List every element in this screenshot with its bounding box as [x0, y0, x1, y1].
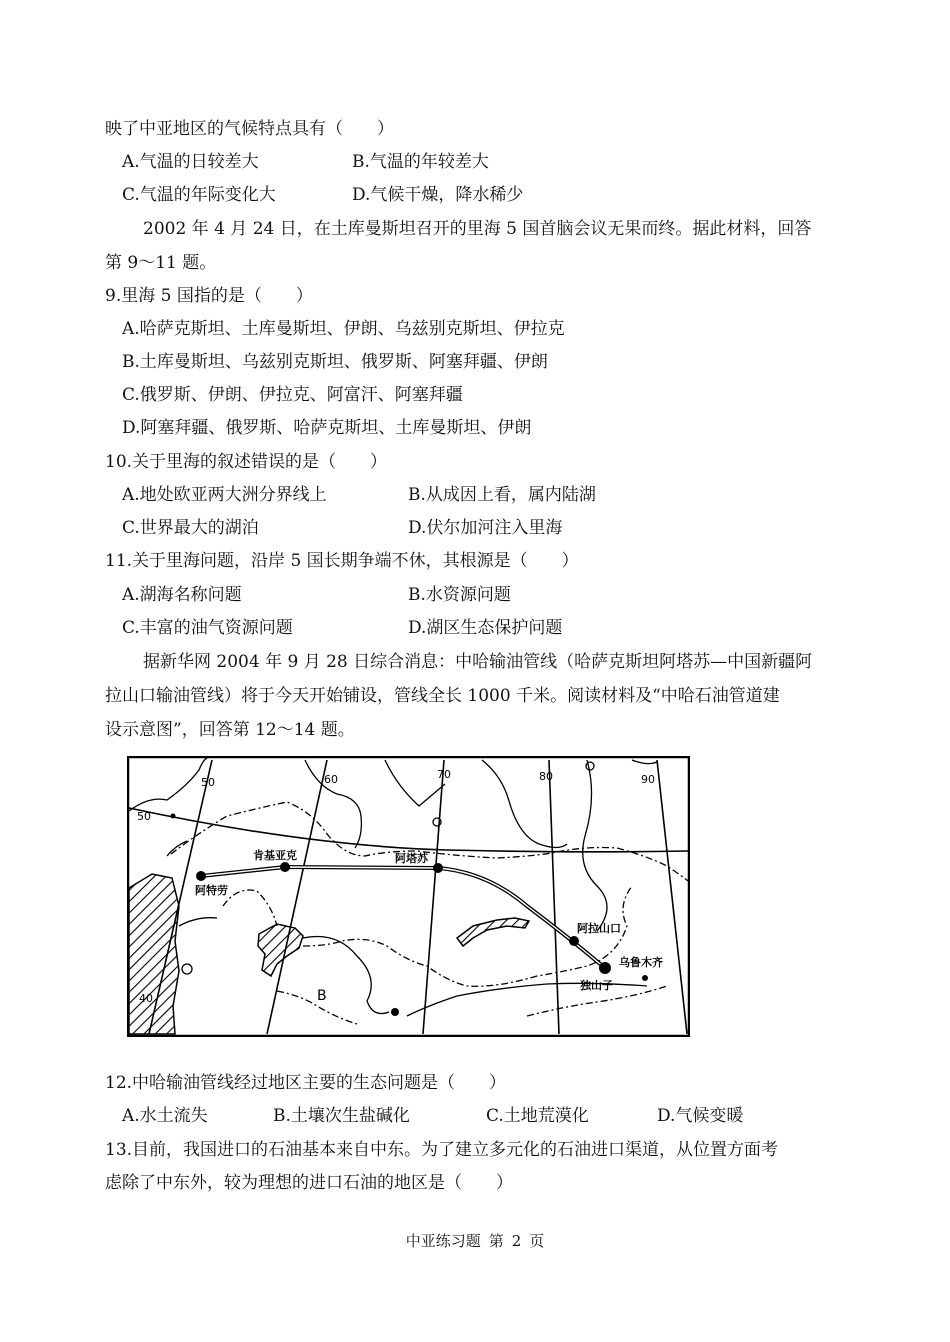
material-intro-cont: 第 9～11 题。 — [105, 253, 217, 273]
footer-page-label: 第 — [488, 1232, 504, 1250]
option-a: A.气温的日较差大 — [122, 152, 259, 172]
question-13-cont: 虑除了中东外，较为理想的进口石油的地区是（ ） — [105, 1173, 513, 1193]
question-13: 13.目前，我国进口的石油基本来自中东。为了建立多元化的石油进口渠道，从位置方面考 — [105, 1140, 779, 1160]
option-b: B.气温的年较差大 — [352, 152, 489, 172]
footer-title: 中亚练习题 — [405, 1232, 481, 1250]
city-south — [391, 1008, 399, 1016]
label-atasu: 阿塔苏 — [395, 852, 428, 865]
text-line: 映了中亚地区的气候特点具有（ ） — [105, 119, 394, 139]
footer-page-unit: 页 — [529, 1232, 545, 1250]
option-d: D.阿塞拜疆、俄罗斯、哈萨克斯坦、土库曼斯坦、伊朗 — [122, 418, 532, 438]
option-c: C.气温的年际变化大 — [122, 185, 276, 205]
lon-label-50: 50 — [201, 776, 215, 789]
option-c: C.土地荒漠化 — [486, 1106, 589, 1126]
city-urumqi — [642, 975, 648, 981]
material-intro: 2002 年 4 月 24 日，在土库曼斯坦召开的里海 5 国首脑会议无果而终。据此材料，回答 — [143, 219, 812, 239]
city-atasu — [433, 863, 443, 873]
option-d: D.气候干燥，降水稀少 — [352, 185, 524, 205]
option-c: C.世界最大的湖泊 — [122, 518, 259, 538]
question-11: 11.关于里海问题，沿岸 5 国长期争端不休，其根源是（ ） — [105, 551, 579, 571]
question-10: 10.关于里海的叙述错误的是（ ） — [105, 452, 388, 472]
option-a: A.哈萨克斯坦、土库曼斯坦、伊朗、乌兹别克斯坦、伊拉克 — [122, 319, 565, 339]
lon-label-70: 70 — [437, 768, 451, 781]
city-kenkiyak — [280, 862, 290, 872]
material-intro-cont: 设示意图”，回答第 12～14 题。 — [105, 720, 355, 740]
option-b: B.从成因上看，属内陆湖 — [408, 485, 596, 505]
city-dushanzi — [599, 962, 611, 974]
city-atyrau — [196, 871, 206, 881]
city-alashankou — [569, 936, 579, 946]
question-12: 12.中哈输油管线经过地区主要的生态问题是（ ） — [105, 1073, 507, 1093]
label-urumqi: 乌鲁木齐 — [619, 956, 663, 969]
material-intro-cont: 拉山口输油管线）将于今天开始铺设，管线全长 1000 千米。阅读材料及“中哈石油管道建 — [105, 686, 780, 706]
option-a: A.水土流失 — [122, 1106, 208, 1126]
material-intro: 据新华网 2004 年 9 月 28 日综合消息：中哈输油管线（哈萨克斯坦阿塔苏—中国新疆阿 — [143, 652, 813, 672]
option-d: D.气候变暖 — [657, 1106, 744, 1126]
label-atyrau: 阿特劳 — [195, 884, 228, 897]
label-kenkiyak: 肯基亚克 — [253, 849, 297, 862]
label-dushanzi: 独山子 — [580, 979, 613, 992]
option-d: D.伏尔加河注入里海 — [408, 518, 563, 538]
lon-label-90: 90 — [641, 773, 655, 786]
lat-label-50: 50 — [137, 810, 151, 823]
option-a: A.地处欧亚两大洲分界线上 — [122, 485, 327, 505]
option-c: C.丰富的油气资源问题 — [122, 618, 293, 638]
lat-label-40: 40 — [139, 992, 153, 1005]
pipeline-map — [127, 756, 690, 1037]
option-c: C.俄罗斯、伊朗、伊拉克、阿富汗、阿塞拜疆 — [122, 385, 463, 405]
footer-page-number: 2 — [511, 1232, 522, 1250]
label-region-b: B — [317, 988, 327, 1004]
label-alashankou: 阿拉山口 — [577, 922, 621, 935]
page-footer — [0, 1230, 950, 1252]
option-b: B.土壤次生盐碱化 — [273, 1106, 410, 1126]
lon-label-80: 80 — [539, 770, 553, 783]
question-9: 9.里海 5 国指的是（ ） — [105, 286, 313, 306]
option-d: D.湖区生态保护问题 — [408, 618, 563, 638]
lon-label-60: 60 — [324, 773, 338, 786]
option-b: B.水资源问题 — [408, 585, 511, 605]
option-b: B.土库曼斯坦、乌兹别克斯坦、俄罗斯、阿塞拜疆、伊朗 — [122, 352, 548, 372]
option-a: A.湖海名称问题 — [122, 585, 242, 605]
